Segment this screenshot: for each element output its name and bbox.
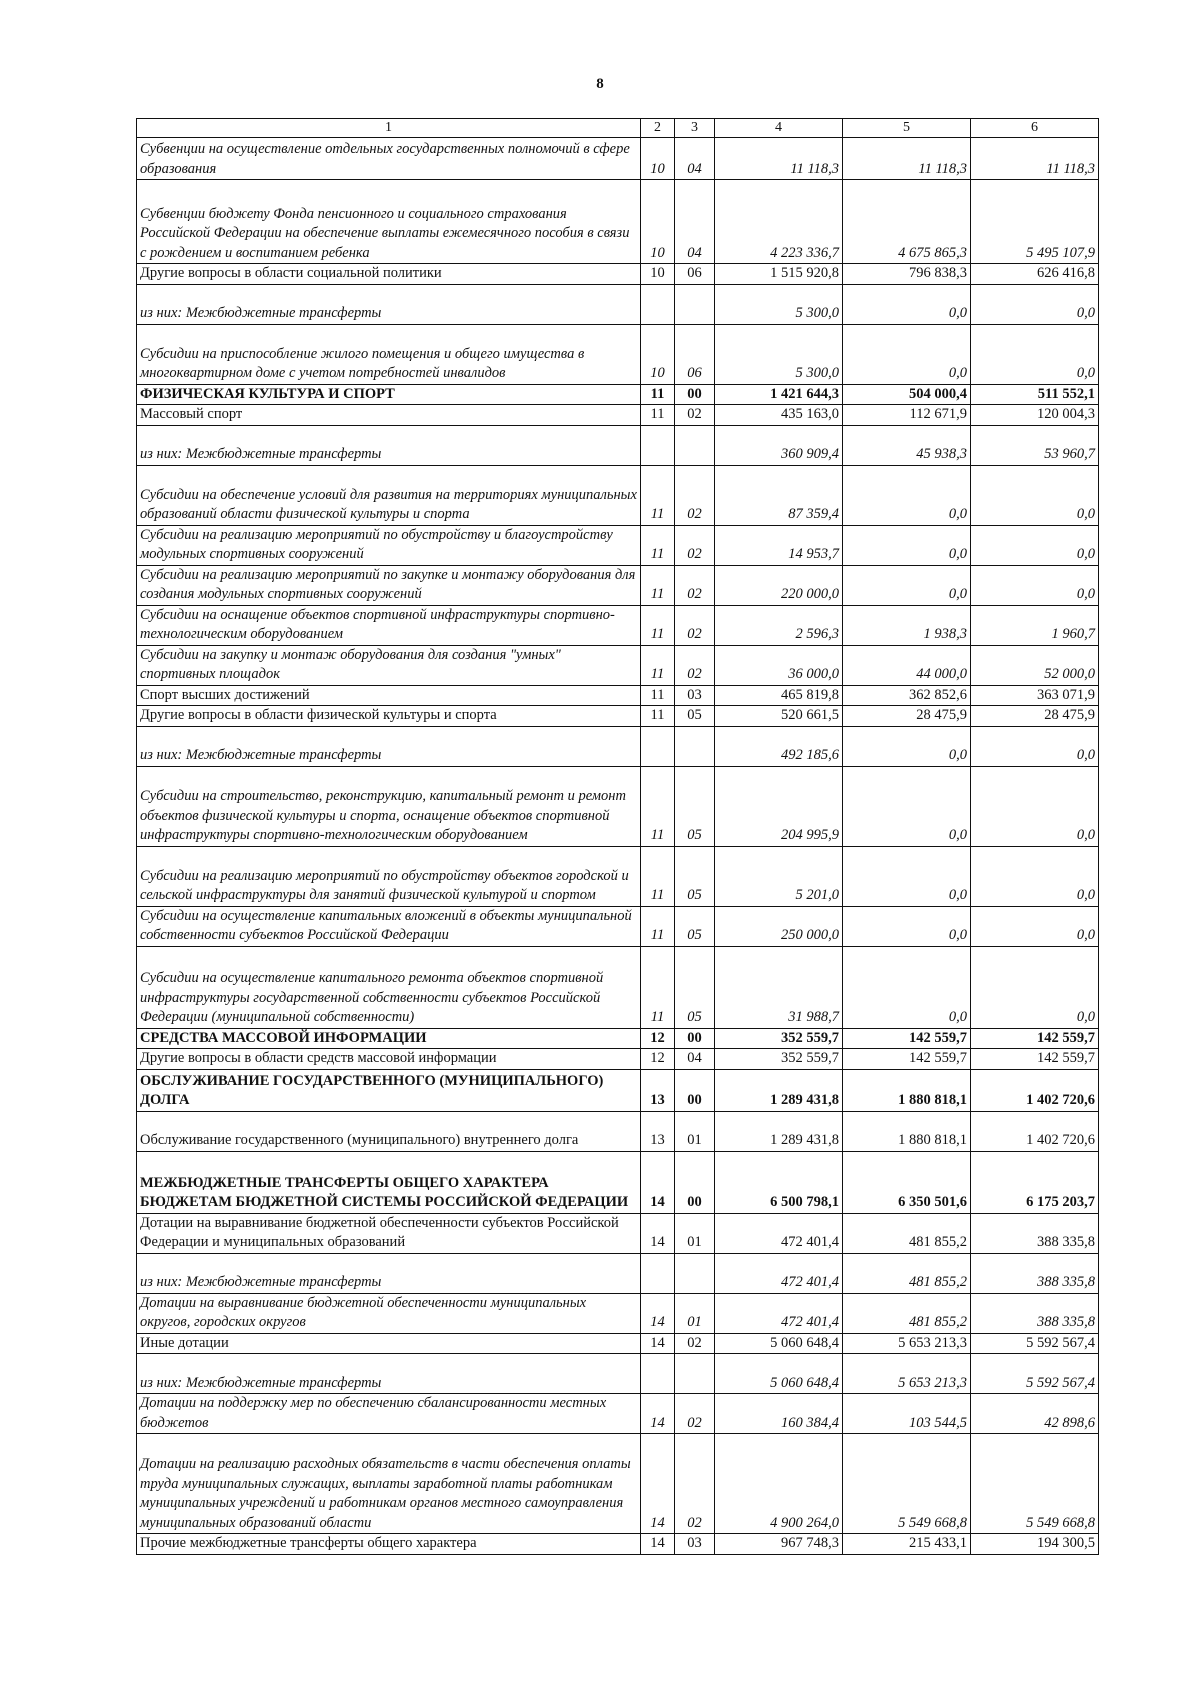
row-value-year2-cell: 44 000,0 — [843, 645, 971, 685]
row-section-code-cell — [641, 284, 675, 324]
row-value-year3-cell: 0,0 — [971, 324, 1099, 384]
row-name-cell: Иные дотации — [137, 1333, 641, 1354]
row-value-year1-cell: 1 515 920,8 — [715, 264, 843, 285]
row-name-cell: Субсидии на обеспечение условий для развития на территориях муниципальных образований области физической культуры и спорта — [137, 465, 641, 525]
row-name-cell: Субсидии на приспособление жилого помещения и общего имущества в многоквартирном доме с учетом потребностей инвалидов — [137, 324, 641, 384]
row-value-year3-cell: 53 960,7 — [971, 425, 1099, 465]
row-value-year3-cell: 0,0 — [971, 846, 1099, 906]
row-value-year2-cell: 0,0 — [843, 284, 971, 324]
row-value-year2-cell: 0,0 — [843, 324, 971, 384]
row-value-year3-cell: 0,0 — [971, 766, 1099, 846]
row-value-year3-cell: 5 592 567,4 — [971, 1333, 1099, 1354]
row-value-year1-cell: 6 500 798,1 — [715, 1151, 843, 1213]
row-name-cell: из них: Межбюджетные трансферты — [137, 284, 641, 324]
row-value-year1-cell: 87 359,4 — [715, 465, 843, 525]
row-subsection-code-cell — [675, 425, 715, 465]
row-value-year1-cell: 472 401,4 — [715, 1293, 843, 1333]
table-row — [137, 946, 1099, 1028]
row-name-cell: Субсидии на оснащение объектов спортивной инфраструктуры спортивно-технологическим оборудованием — [137, 605, 641, 645]
row-subsection-code-cell: 01 — [675, 1213, 715, 1253]
row-subsection-code-cell: 02 — [675, 1394, 715, 1434]
row-name-cell: из них: Межбюджетные трансферты — [137, 726, 641, 766]
row-value-year1-cell: 435 163,0 — [715, 405, 843, 426]
row-section-code-cell: 14 — [641, 1293, 675, 1333]
row-subsection-code-cell: 03 — [675, 1534, 715, 1555]
row-section-code-cell: 13 — [641, 1111, 675, 1151]
row-value-year3-cell: 388 335,8 — [971, 1293, 1099, 1333]
table-row — [137, 525, 1099, 565]
row-section-code-cell: 11 — [641, 565, 675, 605]
row-value-year1-cell: 11 118,3 — [715, 138, 843, 180]
row-value-year3-cell: 626 416,8 — [971, 264, 1099, 285]
table-row — [137, 180, 1099, 264]
row-subsection-code-cell: 01 — [675, 1111, 715, 1151]
row-value-year1-cell: 4 900 264,0 — [715, 1434, 843, 1534]
row-value-year2-cell: 28 475,9 — [843, 706, 971, 727]
row-section-code-cell: 14 — [641, 1394, 675, 1434]
row-subsection-code-cell: 05 — [675, 906, 715, 946]
row-subsection-code-cell: 05 — [675, 706, 715, 727]
row-subsection-code-cell: 02 — [675, 465, 715, 525]
row-value-year3-cell: 142 559,7 — [971, 1028, 1099, 1049]
page-number: 8 — [596, 76, 604, 92]
row-value-year1-cell: 220 000,0 — [715, 565, 843, 605]
table-row — [137, 1293, 1099, 1333]
table-row — [137, 465, 1099, 525]
row-name-cell: Субсидии на реализацию мероприятий по обустройству объектов городской и сельской инфраструктуры для занятий физической культурой и спортом — [137, 846, 641, 906]
table-row — [137, 1434, 1099, 1534]
row-value-year2-cell: 1 880 818,1 — [843, 1111, 971, 1151]
row-subsection-code-cell: 04 — [675, 180, 715, 264]
table-row — [137, 1069, 1099, 1111]
row-value-year1-cell: 14 953,7 — [715, 525, 843, 565]
row-value-year1-cell: 360 909,4 — [715, 425, 843, 465]
header-cell: 1 — [137, 119, 641, 138]
row-section-code-cell — [641, 425, 675, 465]
row-value-year1-cell: 5 300,0 — [715, 324, 843, 384]
row-value-year2-cell: 103 544,5 — [843, 1394, 971, 1434]
row-name-cell: Субсидии на строительство, реконструкцию, капитальный ремонт и ремонт объектов физической культуры и спорта, оснащение объектов спортивной инфраструктуры спортивно-технологическим оборудованием — [137, 766, 641, 846]
row-name-cell: МЕЖБЮДЖЕТНЫЕ ТРАНСФЕРТЫ ОБЩЕГО ХАРАКТЕРА БЮДЖЕТАМ БЮДЖЕТНОЙ СИСТЕМЫ РОССИЙСКОЙ ФЕДЕРАЦИИ — [137, 1151, 641, 1213]
row-name-cell: Дотации на выравнивание бюджетной обеспеченности субъектов Российской Федерации и муниципальных образований — [137, 1213, 641, 1253]
row-section-code-cell: 11 — [641, 846, 675, 906]
table-row — [137, 726, 1099, 766]
row-value-year3-cell: 120 004,3 — [971, 405, 1099, 426]
row-name-cell: ОБСЛУЖИВАНИЕ ГОСУДАРСТВЕННОГО (МУНИЦИПАЛЬНОГО) ДОЛГА — [137, 1069, 641, 1111]
row-value-year2-cell: 11 118,3 — [843, 138, 971, 180]
table-row — [137, 1534, 1099, 1555]
row-value-year1-cell: 5 060 648,4 — [715, 1354, 843, 1394]
row-subsection-code-cell: 02 — [675, 525, 715, 565]
table-row — [137, 1028, 1099, 1049]
row-value-year2-cell: 0,0 — [843, 946, 971, 1028]
row-section-code-cell: 11 — [641, 706, 675, 727]
row-value-year2-cell: 0,0 — [843, 726, 971, 766]
row-value-year3-cell: 5 592 567,4 — [971, 1354, 1099, 1394]
row-value-year2-cell: 45 938,3 — [843, 425, 971, 465]
row-section-code-cell: 11 — [641, 645, 675, 685]
row-value-year2-cell: 362 852,6 — [843, 685, 971, 706]
row-value-year2-cell: 142 559,7 — [843, 1028, 971, 1049]
header-cell: 5 — [843, 119, 971, 138]
row-value-year1-cell: 465 819,8 — [715, 685, 843, 706]
row-section-code-cell: 10 — [641, 180, 675, 264]
row-section-code-cell — [641, 1354, 675, 1394]
row-value-year2-cell: 1 938,3 — [843, 605, 971, 645]
row-subsection-code-cell: 04 — [675, 138, 715, 180]
table-row — [137, 324, 1099, 384]
row-value-year3-cell: 363 071,9 — [971, 685, 1099, 706]
row-name-cell: Спорт высших достижений — [137, 685, 641, 706]
row-value-year3-cell: 1 402 720,6 — [971, 1111, 1099, 1151]
row-subsection-code-cell: 00 — [675, 1069, 715, 1111]
row-value-year1-cell: 472 401,4 — [715, 1213, 843, 1253]
row-subsection-code-cell: 02 — [675, 565, 715, 605]
row-subsection-code-cell: 00 — [675, 1028, 715, 1049]
row-value-year1-cell: 250 000,0 — [715, 906, 843, 946]
row-section-code-cell: 11 — [641, 685, 675, 706]
row-name-cell: Субсидии на закупку и монтаж оборудования для создания "умных" спортивных площадок — [137, 645, 641, 685]
row-value-year1-cell: 352 559,7 — [715, 1049, 843, 1070]
row-value-year2-cell: 796 838,3 — [843, 264, 971, 285]
table-row — [137, 1253, 1099, 1293]
table-row — [137, 706, 1099, 727]
row-name-cell: из них: Межбюджетные трансферты — [137, 1253, 641, 1293]
row-value-year3-cell: 42 898,6 — [971, 1394, 1099, 1434]
row-name-cell: Субсидии на реализацию мероприятий по обустройству и благоустройству модульных спортивных сооружений — [137, 525, 641, 565]
row-name-cell: Дотации на выравнивание бюджетной обеспеченности муниципальных округов, городских округов — [137, 1293, 641, 1333]
row-subsection-code-cell: 00 — [675, 1151, 715, 1213]
row-name-cell: Массовый спорт — [137, 405, 641, 426]
row-value-year3-cell: 52 000,0 — [971, 645, 1099, 685]
row-section-code-cell: 12 — [641, 1028, 675, 1049]
table-row — [137, 138, 1099, 180]
row-section-code-cell: 14 — [641, 1534, 675, 1555]
row-value-year1-cell: 204 995,9 — [715, 766, 843, 846]
row-section-code-cell: 11 — [641, 766, 675, 846]
row-value-year3-cell: 0,0 — [971, 465, 1099, 525]
row-value-year1-cell: 352 559,7 — [715, 1028, 843, 1049]
row-value-year2-cell: 0,0 — [843, 766, 971, 846]
row-value-year3-cell: 6 175 203,7 — [971, 1151, 1099, 1213]
row-section-code-cell — [641, 726, 675, 766]
header-cell: 3 — [675, 119, 715, 138]
row-value-year3-cell: 0,0 — [971, 284, 1099, 324]
row-value-year1-cell: 5 060 648,4 — [715, 1333, 843, 1354]
row-subsection-code-cell: 02 — [675, 1434, 715, 1534]
row-section-code-cell — [641, 1253, 675, 1293]
row-value-year3-cell: 28 475,9 — [971, 706, 1099, 727]
row-value-year2-cell: 0,0 — [843, 525, 971, 565]
row-value-year2-cell: 0,0 — [843, 565, 971, 605]
table-row — [137, 284, 1099, 324]
header-cell: 4 — [715, 119, 843, 138]
table-row — [137, 425, 1099, 465]
row-value-year3-cell: 5 549 668,8 — [971, 1434, 1099, 1534]
table-row — [137, 1333, 1099, 1354]
row-section-code-cell: 11 — [641, 605, 675, 645]
row-subsection-code-cell: 06 — [675, 324, 715, 384]
row-subsection-code-cell: 02 — [675, 405, 715, 426]
table-row — [137, 685, 1099, 706]
row-value-year1-cell: 4 223 336,7 — [715, 180, 843, 264]
row-value-year2-cell: 5 653 213,3 — [843, 1333, 971, 1354]
row-name-cell: из них: Межбюджетные трансферты — [137, 425, 641, 465]
row-name-cell: Обслуживание государственного (муниципального) внутреннего долга — [137, 1111, 641, 1151]
row-value-year3-cell: 0,0 — [971, 525, 1099, 565]
row-value-year1-cell: 472 401,4 — [715, 1253, 843, 1293]
row-section-code-cell: 11 — [641, 946, 675, 1028]
row-name-cell: Субвенции на осуществление отдельных государственных полномочий в сфере образования — [137, 138, 641, 180]
header-cell: 6 — [971, 119, 1099, 138]
row-subsection-code-cell: 02 — [675, 605, 715, 645]
row-value-year3-cell: 388 335,8 — [971, 1253, 1099, 1293]
row-name-cell: Субсидии на реализацию мероприятий по закупке и монтажу оборудования для создания модульных спортивных сооружений — [137, 565, 641, 605]
row-section-code-cell: 14 — [641, 1213, 675, 1253]
row-section-code-cell: 11 — [641, 525, 675, 565]
row-name-cell: Другие вопросы в области средств массовой информации — [137, 1049, 641, 1070]
row-subsection-code-cell: 02 — [675, 645, 715, 685]
row-subsection-code-cell: 03 — [675, 685, 715, 706]
row-value-year3-cell: 0,0 — [971, 906, 1099, 946]
row-value-year2-cell: 481 855,2 — [843, 1293, 971, 1333]
table-row — [137, 766, 1099, 846]
row-value-year2-cell: 481 855,2 — [843, 1253, 971, 1293]
row-name-cell: из них: Межбюджетные трансферты — [137, 1354, 641, 1394]
row-value-year3-cell: 1 960,7 — [971, 605, 1099, 645]
table-row — [137, 846, 1099, 906]
table-row — [137, 264, 1099, 285]
row-name-cell: Субсидии на осуществление капитального ремонта объектов спортивной инфраструктуры государственной собственности субъектов Российской Федерации (муниципальной собственности) — [137, 946, 641, 1028]
row-value-year1-cell: 520 661,5 — [715, 706, 843, 727]
row-value-year2-cell: 481 855,2 — [843, 1213, 971, 1253]
row-value-year3-cell: 0,0 — [971, 946, 1099, 1028]
row-value-year3-cell: 11 118,3 — [971, 138, 1099, 180]
table-row — [137, 1213, 1099, 1253]
row-section-code-cell: 12 — [641, 1049, 675, 1070]
row-value-year2-cell: 0,0 — [843, 846, 971, 906]
budget-table — [136, 118, 1099, 1555]
row-section-code-cell: 11 — [641, 465, 675, 525]
row-subsection-code-cell: 01 — [675, 1293, 715, 1333]
row-value-year3-cell: 5 495 107,9 — [971, 180, 1099, 264]
row-value-year2-cell: 6 350 501,6 — [843, 1151, 971, 1213]
table-row — [137, 1394, 1099, 1434]
row-subsection-code-cell — [675, 1354, 715, 1394]
table-row — [137, 1151, 1099, 1213]
row-subsection-code-cell — [675, 1253, 715, 1293]
row-section-code-cell: 10 — [641, 138, 675, 180]
row-value-year3-cell: 0,0 — [971, 565, 1099, 605]
row-value-year1-cell: 967 748,3 — [715, 1534, 843, 1555]
row-value-year2-cell: 5 549 668,8 — [843, 1434, 971, 1534]
header-cell: 2 — [641, 119, 675, 138]
table-row — [137, 1354, 1099, 1394]
row-section-code-cell: 10 — [641, 324, 675, 384]
table-row — [137, 384, 1099, 405]
row-value-year1-cell: 31 988,7 — [715, 946, 843, 1028]
row-value-year3-cell: 1 402 720,6 — [971, 1069, 1099, 1111]
row-value-year1-cell: 492 185,6 — [715, 726, 843, 766]
row-value-year3-cell: 142 559,7 — [971, 1049, 1099, 1070]
row-subsection-code-cell: 04 — [675, 1049, 715, 1070]
row-value-year1-cell: 1 421 644,3 — [715, 384, 843, 405]
row-name-cell: Другие вопросы в области физической культуры и спорта — [137, 706, 641, 727]
row-section-code-cell: 14 — [641, 1333, 675, 1354]
row-value-year2-cell: 0,0 — [843, 465, 971, 525]
row-value-year1-cell: 1 289 431,8 — [715, 1069, 843, 1111]
row-value-year2-cell: 215 433,1 — [843, 1534, 971, 1555]
row-value-year2-cell: 5 653 213,3 — [843, 1354, 971, 1394]
row-value-year3-cell: 511 552,1 — [971, 384, 1099, 405]
row-name-cell: Субвенции бюджету Фонда пенсионного и социального страхования Российской Федерации на обеспечение выплаты ежемесячного пособия в связи с рождением и воспитанием ребенка — [137, 180, 641, 264]
row-value-year1-cell: 1 289 431,8 — [715, 1111, 843, 1151]
row-subsection-code-cell: 02 — [675, 1333, 715, 1354]
row-name-cell: Прочие межбюджетные трансферты общего характера — [137, 1534, 641, 1555]
row-subsection-code-cell: 05 — [675, 766, 715, 846]
table-row — [137, 1049, 1099, 1070]
row-section-code-cell: 14 — [641, 1151, 675, 1213]
row-section-code-cell: 11 — [641, 906, 675, 946]
table-header-row — [137, 119, 1099, 138]
row-subsection-code-cell: 05 — [675, 946, 715, 1028]
table-row — [137, 565, 1099, 605]
table-row — [137, 605, 1099, 645]
row-value-year3-cell: 0,0 — [971, 726, 1099, 766]
table-row — [137, 405, 1099, 426]
row-value-year2-cell: 4 675 865,3 — [843, 180, 971, 264]
row-value-year1-cell: 5 201,0 — [715, 846, 843, 906]
row-subsection-code-cell — [675, 284, 715, 324]
table-row — [137, 906, 1099, 946]
row-value-year1-cell: 36 000,0 — [715, 645, 843, 685]
row-name-cell: Дотации на поддержку мер по обеспечению сбалансированности местных бюджетов — [137, 1394, 641, 1434]
table-row — [137, 1111, 1099, 1151]
row-name-cell: Дотации на реализацию расходных обязательств в части обеспечения оплаты труда муниципальных служащих, выплаты заработной платы работникам муниципальных учреждений и работникам органов местного самоуправления муниципальных образований области — [137, 1434, 641, 1534]
row-name-cell: ФИЗИЧЕСКАЯ КУЛЬТУРА И СПОРТ — [137, 384, 641, 405]
row-subsection-code-cell: 06 — [675, 264, 715, 285]
row-name-cell: Другие вопросы в области социальной политики — [137, 264, 641, 285]
row-section-code-cell: 13 — [641, 1069, 675, 1111]
row-section-code-cell: 11 — [641, 405, 675, 426]
row-value-year1-cell: 5 300,0 — [715, 284, 843, 324]
row-value-year2-cell: 112 671,9 — [843, 405, 971, 426]
row-value-year2-cell: 0,0 — [843, 906, 971, 946]
row-value-year2-cell: 504 000,4 — [843, 384, 971, 405]
row-section-code-cell: 14 — [641, 1434, 675, 1534]
row-value-year1-cell: 160 384,4 — [715, 1394, 843, 1434]
row-value-year2-cell: 142 559,7 — [843, 1049, 971, 1070]
row-subsection-code-cell: 05 — [675, 846, 715, 906]
row-value-year3-cell: 194 300,5 — [971, 1534, 1099, 1555]
row-section-code-cell: 10 — [641, 264, 675, 285]
row-name-cell: Субсидии на осуществление капитальных вложений в объекты муниципальной собственности субъектов Российской Федерации — [137, 906, 641, 946]
row-value-year1-cell: 2 596,3 — [715, 605, 843, 645]
row-name-cell: СРЕДСТВА МАССОВОЙ ИНФОРМАЦИИ — [137, 1028, 641, 1049]
row-value-year3-cell: 388 335,8 — [971, 1213, 1099, 1253]
row-value-year2-cell: 1 880 818,1 — [843, 1069, 971, 1111]
row-subsection-code-cell: 00 — [675, 384, 715, 405]
row-section-code-cell: 11 — [641, 384, 675, 405]
row-subsection-code-cell — [675, 726, 715, 766]
table-row — [137, 645, 1099, 685]
